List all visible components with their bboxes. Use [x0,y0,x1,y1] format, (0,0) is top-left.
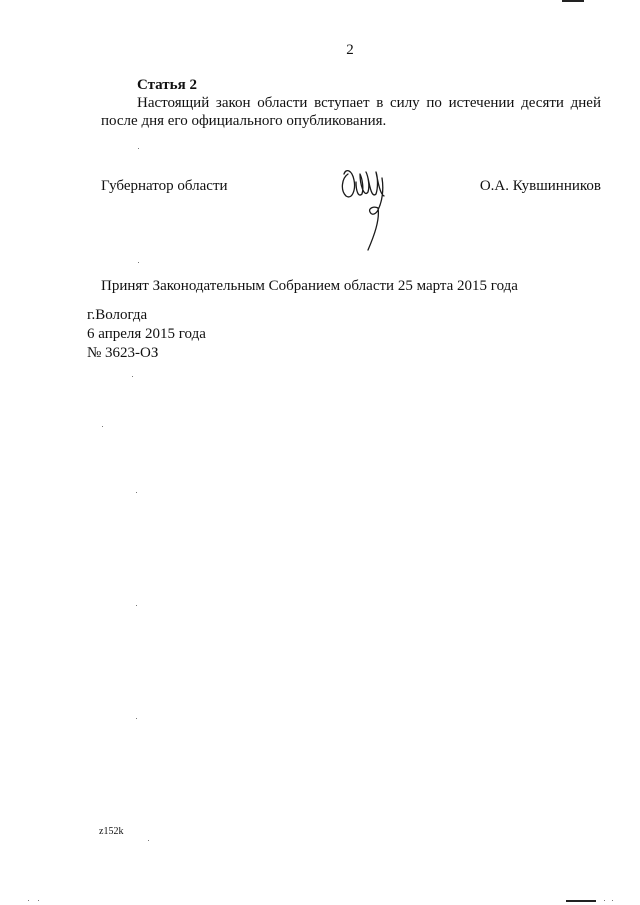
scan-speck [102,426,103,427]
scan-speck [136,605,137,606]
scan-speck [136,492,137,493]
page-number: 2 [346,42,354,58]
scan-speck [604,900,605,901]
scan-mark-top-right [562,0,584,2]
place-date-block [87,306,206,363]
scan-speck [136,718,137,719]
scan-speck [148,840,149,841]
scan-speck [28,900,29,901]
article-body: Настоящий закон области вступает в силу по истечении десяти дней после дня его официального опубликования. [101,95,601,129]
signing-date: 6 апреля 2015 года [87,326,206,342]
city: г.Вологда [87,307,148,323]
law-number: № 3623-ОЗ [87,345,159,361]
scan-mark-bottom-right [566,900,596,902]
scan-speck [612,900,613,901]
adoption-line: Принят Законодательным Собранием области 25 марта 2015 года [101,278,518,294]
article-title: Статья 2 [137,77,197,93]
scan-speck [138,262,139,263]
scan-speck [138,148,139,149]
document-code: z152k [99,826,124,837]
scan-speck [38,900,39,901]
handwritten-signature-icon [338,160,390,252]
scan-speck [132,376,133,377]
governor-name: О.А. Кувшинников [479,178,601,194]
governor-title: Губернатор области [101,178,228,194]
article-section [101,76,601,130]
